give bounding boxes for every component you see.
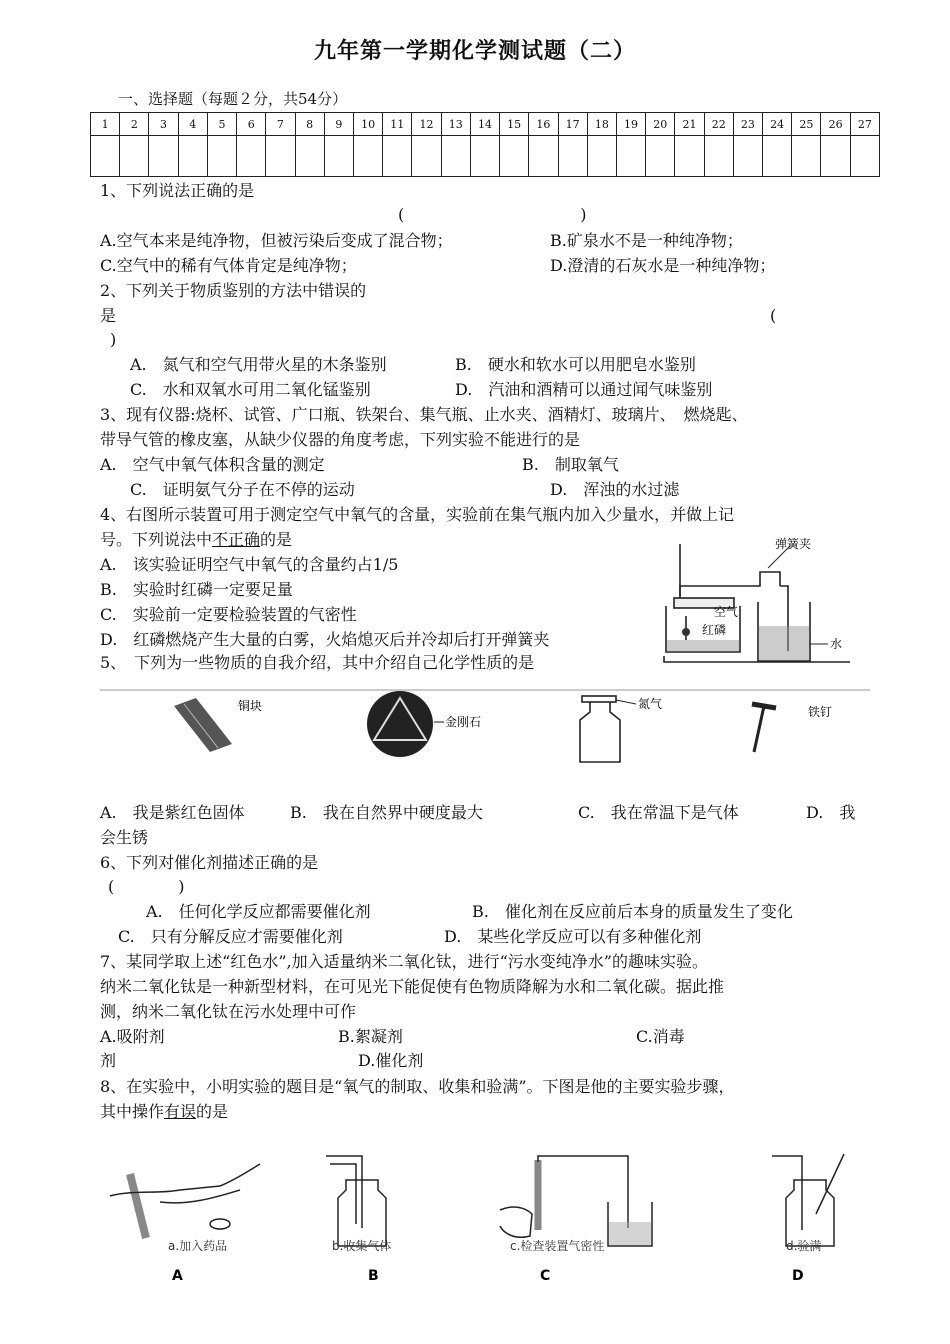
red-phosphorus-spoon xyxy=(682,628,690,636)
q3-option-a: A. 空气中氧气体积含量的测定 xyxy=(100,455,325,474)
q5-label-nitrogen: 氮气 xyxy=(638,697,663,711)
answer-number-cell: 26 xyxy=(821,113,850,136)
answer-number-cell: 13 xyxy=(441,113,470,136)
q4-stem: 4、右图所示装置可用于测定空气中氧气的含量，实验前在集气瓶内加入少量水，并做上记 xyxy=(100,505,735,524)
q5-label-nail: 铁钉 xyxy=(808,705,833,719)
q4-apparatus-figure xyxy=(650,536,865,672)
q8-caption-a: a.加入药品 xyxy=(168,1239,228,1253)
answer-number-cell: 11 xyxy=(383,113,412,136)
q8-letter-a: A xyxy=(172,1268,183,1284)
q6-stem: 6、下列对催化剂描述正确的是 xyxy=(100,853,319,872)
answer-number-cell: 21 xyxy=(675,113,704,136)
answer-number-cell: 3 xyxy=(149,113,178,136)
q8-steps-figure xyxy=(100,1150,860,1290)
q3-stem: 3、现有仪器:烧杯、试管、广口瓶、铁架台、集气瓶、止水夹、酒精灯、玻璃片、 燃烧匙、 xyxy=(100,405,748,424)
answer-number-cell: 10 xyxy=(353,113,382,136)
answer-blank-cell[interactable] xyxy=(91,136,120,177)
q4-stem-suffix: 的是 xyxy=(260,530,293,549)
q4-option-a: A. 该实验证明空气中氧气的含量约占1/5 xyxy=(100,555,399,574)
q3-stem-continued: 带导气管的橡皮塞，从缺少仪器的角度考虑，下列实验不能进行的是 xyxy=(100,430,581,449)
answer-blank-cell[interactable] xyxy=(763,136,792,177)
q8-caption-b: b.收集气体 xyxy=(332,1239,392,1253)
q8-caption-c: c.检查装置气密性 xyxy=(510,1239,605,1253)
q5-label-diamond: 金刚石 xyxy=(445,715,482,729)
page-title: 九年第一学期化学测试题（二） xyxy=(313,39,636,64)
nitrogen-bottle-image xyxy=(580,696,620,762)
answer-blank-cell[interactable] xyxy=(266,136,295,177)
q7-option-c: C.消毒 xyxy=(636,1027,685,1046)
answer-number-cell: 15 xyxy=(500,113,529,136)
answer-number-cell: 23 xyxy=(733,113,762,136)
q5-label-copper: 铜块 xyxy=(238,699,263,713)
q4-label-water: 水 xyxy=(830,637,843,651)
answer-number-cell: 25 xyxy=(792,113,821,136)
answer-blank-cell[interactable] xyxy=(237,136,266,177)
q5-option-d-continued: 会生锈 xyxy=(100,828,149,847)
answer-number-cell: 18 xyxy=(587,113,616,136)
answer-blank-cell[interactable] xyxy=(470,136,499,177)
answer-blank-cell[interactable] xyxy=(500,136,529,177)
beaker-water-c xyxy=(609,1222,651,1245)
answer-number-cell: 17 xyxy=(558,113,587,136)
answer-blank-cell[interactable] xyxy=(646,136,675,177)
answer-blank-cell[interactable] xyxy=(558,136,587,177)
answer-blank-cell[interactable] xyxy=(178,136,207,177)
q7-option-a: A.吸附剂 xyxy=(100,1027,165,1046)
answer-number-cell: 2 xyxy=(120,113,149,136)
q6-option-c: C. 只有分解反应才需要催化剂 xyxy=(118,927,343,946)
q1-stem: 1、下列说法正确的是 xyxy=(100,181,255,200)
diamond-image xyxy=(367,691,433,757)
answer-blank-cell[interactable] xyxy=(675,136,704,177)
q2-option-c: C. 水和双氧水可用二氧化锰鉴别 xyxy=(130,380,371,399)
q4-option-c: C. 实验前一定要检验装置的气密性 xyxy=(100,605,357,624)
q7-option-d: D.催化剂 xyxy=(358,1051,424,1070)
q2-option-d: D. 汽油和酒精可以通过闻气味鉴别 xyxy=(455,380,713,399)
q8-stem-line2 xyxy=(100,1101,228,1123)
q8-letter-d: D xyxy=(792,1268,804,1284)
q8-caption-d: d.验满 xyxy=(786,1239,822,1253)
q5-option-c: C. 我在常温下是气体 xyxy=(578,803,739,822)
section-heading: 一、选择题（每题２分，共54分） xyxy=(118,90,348,108)
answer-blank-cell[interactable] xyxy=(850,136,879,177)
q1-option-a: A.空气本来是纯净物，但被污染后变成了混合物； xyxy=(100,231,453,250)
q4-option-b: B. 实验时红磷一定要足量 xyxy=(100,580,293,599)
answer-blank-cell[interactable] xyxy=(353,136,382,177)
answer-blank-cell[interactable] xyxy=(529,136,558,177)
q1-paren: ( ) xyxy=(398,205,587,224)
q5-option-b: B. 我在自然界中硬度最大 xyxy=(290,803,483,822)
q4-label-phosphorus: 红磷 xyxy=(702,623,727,637)
q4-label-clip: 弹簧夹 xyxy=(775,537,812,551)
answer-number-cell: 7 xyxy=(266,113,295,136)
answer-blank-cell[interactable] xyxy=(441,136,470,177)
answer-blank-cell[interactable] xyxy=(324,136,353,177)
answer-blank-cell[interactable] xyxy=(412,136,441,177)
q3-option-d: D. 浑浊的水过滤 xyxy=(550,480,680,499)
q6-paren: ( ) xyxy=(108,877,185,896)
answer-number-cell: 27 xyxy=(850,113,879,136)
q1-option-b: B.矿泉水不是一种纯净物； xyxy=(550,231,743,250)
q5-materials-figure xyxy=(100,686,870,782)
answer-blank-cell[interactable] xyxy=(587,136,616,177)
q4-stem-underlined: 不正确 xyxy=(212,530,261,549)
q5-stem: 5、 下列为一些物质的自我介绍，其中介绍自己化学性质的是 xyxy=(100,653,535,672)
q8-stem-prefix: 其中操作 xyxy=(100,1102,165,1121)
answer-blank-cell[interactable] xyxy=(792,136,821,177)
q4-option-d: D. 红磷燃烧产生大量的白雾，火焰熄灭后并冷却后打开弹簧夹 xyxy=(100,630,550,649)
answer-number-cell: 14 xyxy=(470,113,499,136)
answer-number-cell: 4 xyxy=(178,113,207,136)
q7-option-c-continued: 剂 xyxy=(100,1051,117,1070)
q3-option-c: C. 证明氨气分子在不停的运动 xyxy=(130,480,355,499)
q2-option-b: B. 硬水和软水可以用肥皂水鉴别 xyxy=(455,355,696,374)
answer-number-cell: 24 xyxy=(763,113,792,136)
answer-number-cell: 16 xyxy=(529,113,558,136)
q3-option-b: B. 制取氧气 xyxy=(522,455,619,474)
q7-stem-line1: 7、某同学取上述“红色水”,加入适量纳米二氧化钛，进行“污水变纯净水”的趣味实验。 xyxy=(100,952,708,971)
q2-paren-close: ) xyxy=(110,330,117,349)
q6-option-d: D. 某些化学反应可以有多种催化剂 xyxy=(444,927,702,946)
q8-stem-line1: 8、在实验中，小明实验的题目是“氧气的制取、收集和验满”。下图是他的主要实验步骤， xyxy=(100,1077,735,1096)
answer-number-cell: 8 xyxy=(295,113,324,136)
q2-option-a: A. 氮气和空气用带火星的木条鉴别 xyxy=(130,355,387,374)
answer-number-cell: 22 xyxy=(704,113,733,136)
q8-letter-c: C xyxy=(540,1268,551,1284)
q4-stem-continued xyxy=(100,529,292,551)
q8-stem-underlined: 有误 xyxy=(164,1102,197,1121)
q8-letter-b: B xyxy=(368,1268,379,1284)
copper-block-image xyxy=(174,698,232,752)
q5-option-d: D. 我 xyxy=(806,803,856,822)
q4-stem-prefix: 号。下列说法中 xyxy=(100,530,213,549)
q2-stem-continued: 是 xyxy=(100,306,117,325)
answer-blank-cell[interactable] xyxy=(733,136,762,177)
q5-option-a: A. 我是紫红色固体 xyxy=(100,803,245,822)
q2-stem: 2、下列关于物质鉴别的方法中错误的 xyxy=(100,281,367,300)
answer-table xyxy=(90,112,880,177)
answer-blank-cell[interactable] xyxy=(383,136,412,177)
answer-blank-cell[interactable] xyxy=(207,136,236,177)
q7-option-b: B.絮凝剂 xyxy=(338,1027,403,1046)
q2-paren-open: ( xyxy=(770,306,777,325)
beaker-water xyxy=(759,626,809,660)
q7-stem-line3: 测，纳米二氧化钛在污水处理中可作 xyxy=(100,1002,357,1021)
q1-option-d: D.澄清的石灰水是一种纯净物； xyxy=(550,256,776,275)
answer-number-cell: 6 xyxy=(237,113,266,136)
q8-stem-suffix: 的是 xyxy=(196,1102,229,1121)
q6-option-a: A. 任何化学反应都需要催化剂 xyxy=(146,902,371,921)
answer-number-cell: 1 xyxy=(91,113,120,136)
answer-blank-cell[interactable] xyxy=(295,136,324,177)
iron-nail-image xyxy=(752,704,776,752)
q1-option-c: C.空气中的稀有气体肯定是纯净物； xyxy=(100,256,357,275)
answer-number-cell: 5 xyxy=(207,113,236,136)
answer-table-header-row xyxy=(91,113,880,136)
answer-number-cell: 19 xyxy=(616,113,645,136)
q4-label-air: 空气 xyxy=(714,605,739,619)
answer-blank-cell[interactable] xyxy=(616,136,645,177)
bottle-water xyxy=(667,640,739,651)
answer-blank-cell[interactable] xyxy=(704,136,733,177)
answer-number-cell: 9 xyxy=(324,113,353,136)
answer-number-cell: 20 xyxy=(646,113,675,136)
answer-table-blank-row xyxy=(91,136,880,177)
answer-number-cell: 12 xyxy=(412,113,441,136)
answer-blank-cell[interactable] xyxy=(149,136,178,177)
answer-blank-cell[interactable] xyxy=(120,136,149,177)
answer-blank-cell[interactable] xyxy=(821,136,850,177)
q6-option-b: B. 催化剂在反应前后本身的质量发生了变化 xyxy=(472,902,793,921)
q7-stem-line2: 纳米二氧化钛是一种新型材料，在可见光下能促使有色物质降解为水和二氧化碳。据此推 xyxy=(100,977,725,996)
